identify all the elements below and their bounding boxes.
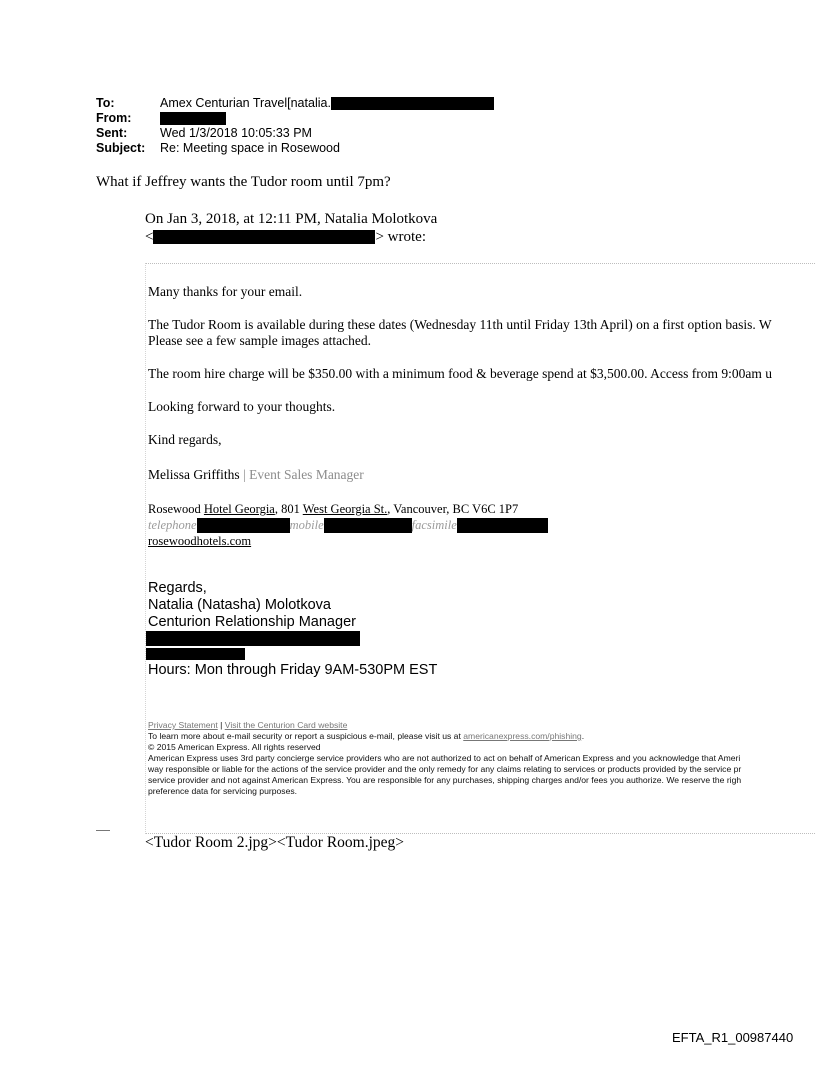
signature-title: | Event Sales Manager — [239, 467, 364, 482]
telephone-label: telephone — [148, 518, 197, 532]
to-label: To: — [96, 96, 115, 110]
phishing-link[interactable]: americanexpress.com/phishing — [463, 731, 582, 741]
from-label: From: — [96, 111, 132, 125]
sent-row — [96, 126, 494, 141]
subject-value: Re: Meeting space in Rosewood — [160, 141, 340, 155]
signature-name-line — [148, 467, 364, 483]
quote-intro-line: On Jan 3, 2018, at 12:11 PM, Natalia Molotkova — [145, 211, 438, 227]
quoted-paragraph: The Tudor Room is available during these dates (Wednesday 11th until Friday 13th April) on a first option basis. W — [148, 317, 772, 332]
copyright: © 2015 American Express. All rights reserved — [148, 742, 321, 752]
relationship-manager-title: Centurion Relationship Manager — [148, 614, 356, 630]
to-row — [96, 96, 494, 111]
disclaimer-line: preference data for servicing purposes. — [148, 786, 298, 796]
redaction-block — [146, 648, 245, 660]
facsimile-label: facsimile — [411, 518, 457, 532]
redaction-block — [324, 518, 412, 533]
subject-label: Subject: — [96, 141, 146, 155]
quoted-message — [145, 263, 816, 834]
disclaimer-line: American Express uses 3rd party concierge service providers who are not authorized to act on behalf of American Express and you acknowledge that Ameri — [148, 753, 741, 763]
hotel-address-part: , 801 — [274, 502, 303, 516]
redaction-block — [197, 518, 290, 533]
divider — [96, 830, 110, 831]
attachments[interactable]: <Tudor Room 2.jpg><Tudor Room.jpeg> — [145, 834, 405, 851]
sent-label: Sent: — [96, 126, 128, 140]
hotel-address — [148, 502, 518, 516]
security-notice-text: . — [581, 731, 585, 741]
office-hours: Hours: Mon through Friday 9AM-530PM EST — [148, 662, 438, 678]
hotel-name-link[interactable]: Hotel Georgia — [203, 502, 275, 516]
hotel-street-link[interactable]: West Georgia St. — [302, 502, 388, 516]
redaction-block — [153, 230, 375, 244]
security-notice — [148, 731, 584, 741]
to-value: Amex Centurian Travel[natalia. — [160, 96, 331, 110]
hotel-address-part: Rosewood — [148, 502, 204, 516]
quoted-paragraph: The room hire charge will be $350.00 with a minimum food & beverage spend at $3,500.00. Access from 9:00am u — [148, 366, 772, 381]
quote-intro-wrote: > wrote: — [375, 229, 426, 245]
quote-intro-lt: < — [145, 229, 154, 245]
redaction-block — [160, 112, 226, 125]
bates-number: EFTA_R1_00987440 — [672, 1030, 794, 1045]
link-separator: | — [217, 720, 225, 730]
redaction-block — [146, 631, 360, 646]
quoted-paragraph: Kind regards, — [148, 432, 222, 447]
subject-row — [96, 141, 494, 156]
centurion-website-link[interactable]: Visit the Centurion Card website — [224, 720, 348, 730]
relationship-manager-name: Natalia (Natasha) Molotkova — [148, 597, 331, 613]
email-header — [96, 96, 494, 156]
signature-name: Melissa Griffiths — [148, 467, 240, 482]
contact-numbers — [148, 517, 548, 533]
sent-value: Wed 1/3/2018 10:05:33 PM — [160, 126, 312, 140]
hotel-address-part: , Vancouver, BC V6C 1P7 — [387, 502, 519, 516]
privacy-statement-link[interactable]: Privacy Statement — [148, 720, 218, 730]
regards: Regards, — [148, 580, 207, 596]
mobile-label: mobile — [289, 518, 324, 532]
from-row — [96, 111, 494, 126]
quoted-paragraph: Please see a few sample images attached. — [148, 333, 372, 348]
quote-intro — [145, 210, 437, 246]
reply-text: What if Jeffrey wants the Tudor room until 7pm? — [96, 174, 391, 190]
redaction-block — [457, 518, 548, 533]
disclaimer-line: way responsible or liable for the actions of the service provider and the only remedy for any claims relating to services or products provided by the service pr — [148, 764, 742, 774]
redaction-block — [331, 97, 494, 110]
disclaimer-line: service provider and not against American Express. You are responsible for any purchases, shipping charges and/or fees you authorize. We reserve the righ — [148, 775, 742, 785]
quoted-paragraph: Many thanks for your email. — [148, 284, 303, 299]
footer-links — [148, 720, 347, 730]
quoted-paragraph: Looking forward to your thoughts. — [148, 399, 336, 414]
security-notice-text: To learn more about e-mail security or report a suspicious e-mail, please visit us at — [148, 731, 464, 741]
hotel-website-link[interactable]: rosewoodhotels.com — [148, 534, 252, 548]
